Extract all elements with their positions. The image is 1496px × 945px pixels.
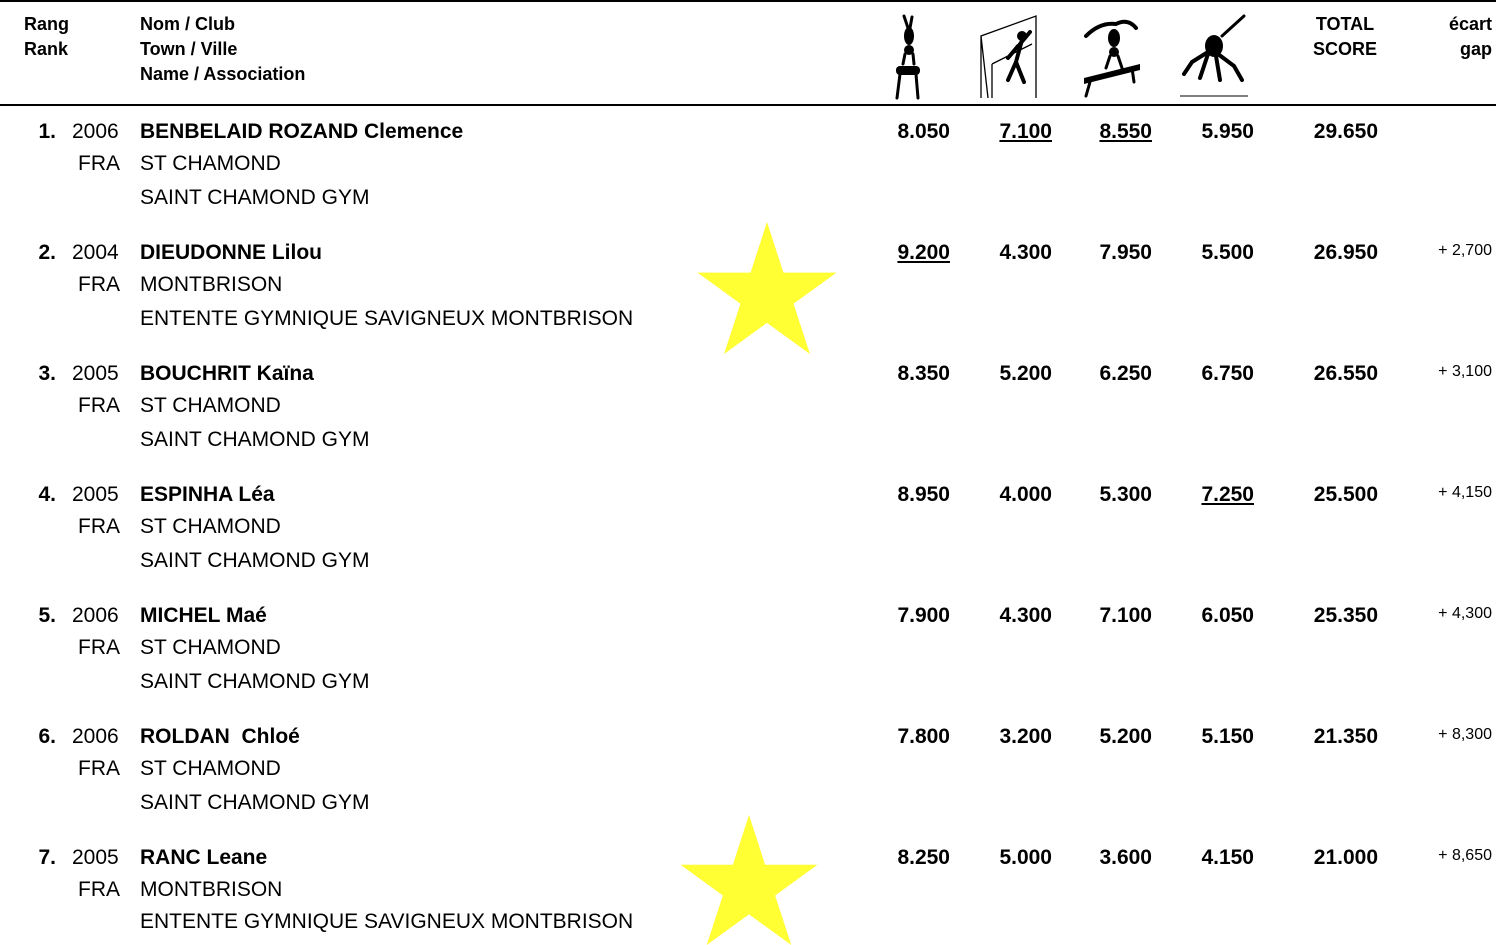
birth-year: 2005	[72, 362, 119, 385]
score-vault: 9.200	[897, 241, 950, 264]
gymnast-name: BOUCHRIT Kaïna	[140, 362, 314, 385]
club: SAINT CHAMOND GYM	[140, 670, 370, 693]
nationality: FRA	[78, 515, 120, 538]
table-row	[0, 600, 1496, 721]
town: ST CHAMOND	[140, 394, 281, 417]
club: ENTENTE GYMNIQUE SAVIGNEUX MONTBRISON	[140, 910, 634, 933]
score-beam: 5.300	[1099, 483, 1152, 506]
total-score: 25.500	[1313, 483, 1378, 506]
rank: 2.	[38, 241, 56, 264]
gymnast-name: RANC Leane	[140, 846, 268, 869]
header-name-line3: Name / Association	[140, 64, 306, 84]
score-vault: 8.250	[897, 846, 950, 869]
score-bars: 7.100	[999, 120, 1052, 143]
nationality: FRA	[78, 273, 120, 296]
star-icon	[678, 815, 820, 945]
town: MONTBRISON	[140, 273, 283, 296]
club: SAINT CHAMOND GYM	[140, 186, 370, 209]
star-icon	[696, 222, 838, 354]
header-total-line2: SCORE	[1312, 39, 1377, 59]
gap: + 8,650	[1438, 847, 1492, 864]
score-floor: 6.750	[1201, 362, 1254, 385]
header-gap-en: gap	[1459, 39, 1492, 59]
birth-year: 2006	[72, 120, 119, 143]
top-rule	[0, 0, 1496, 2]
gap: + 4,150	[1438, 484, 1492, 501]
header-rank-fr: Rang	[24, 14, 69, 34]
nationality: FRA	[78, 152, 120, 175]
birth-year: 2005	[72, 483, 119, 506]
score-beam: 7.100	[1099, 604, 1152, 627]
club: SAINT CHAMOND GYM	[140, 428, 370, 451]
club: SAINT CHAMOND GYM	[140, 791, 370, 814]
score-beam: 6.250	[1099, 362, 1152, 385]
total-score: 21.350	[1313, 725, 1378, 748]
score-bars: 4.300	[999, 241, 1052, 264]
score-floor: 5.150	[1201, 725, 1254, 748]
table-row	[0, 358, 1496, 479]
gymnast-name: MICHEL Maé	[140, 604, 267, 627]
rank: 1.	[38, 120, 56, 143]
score-bars: 4.000	[999, 483, 1052, 506]
score-vault: 8.950	[897, 483, 950, 506]
header-rank-en: Rank	[24, 39, 69, 59]
town: ST CHAMOND	[140, 515, 281, 538]
total-score: 29.650	[1313, 120, 1378, 143]
birth-year: 2004	[72, 241, 119, 264]
header-name-line2: Town / Ville	[140, 39, 238, 59]
score-beam: 5.200	[1099, 725, 1152, 748]
total-score: 26.550	[1313, 362, 1378, 385]
gymnast-name: ESPINHA Léa	[140, 483, 275, 506]
vault-icon	[890, 14, 926, 102]
total-score: 25.350	[1313, 604, 1378, 627]
floor-icon	[1178, 14, 1248, 98]
header-gap	[1400, 12, 1492, 62]
gymnast-name: BENBELAID ROZAND Clemence	[140, 120, 464, 143]
uneven-bars-icon	[978, 14, 1042, 100]
rank: 7.	[38, 846, 56, 869]
score-floor: 6.050	[1201, 604, 1254, 627]
table-row	[0, 479, 1496, 600]
score-vault: 7.800	[897, 725, 950, 748]
gap: + 2,700	[1438, 242, 1492, 259]
header-gap-fr: écart	[1448, 14, 1492, 34]
score-vault: 8.050	[897, 120, 950, 143]
header-total-line1: TOTAL	[1315, 14, 1375, 34]
gymnast-name: DIEUDONNE Lilou	[140, 241, 322, 264]
header-total-score	[1300, 12, 1390, 62]
nationality: FRA	[78, 757, 120, 780]
gap: + 4,300	[1438, 605, 1492, 622]
header-name	[140, 12, 305, 87]
score-beam: 3.600	[1099, 846, 1152, 869]
club: ENTENTE GYMNIQUE SAVIGNEUX MONTBRISON	[140, 307, 634, 330]
score-floor: 5.500	[1201, 241, 1254, 264]
total-score: 21.000	[1313, 846, 1378, 869]
birth-year: 2005	[72, 846, 119, 869]
town: ST CHAMOND	[140, 636, 281, 659]
score-vault: 8.350	[897, 362, 950, 385]
town: ST CHAMOND	[140, 152, 281, 175]
town: MONTBRISON	[140, 878, 283, 901]
beam-icon	[1076, 14, 1142, 98]
header-name-line1: Nom / Club	[140, 14, 235, 34]
score-vault: 7.900	[897, 604, 950, 627]
rank: 5.	[38, 604, 56, 627]
score-floor: 5.950	[1201, 120, 1254, 143]
club: SAINT CHAMOND GYM	[140, 549, 370, 572]
nationality: FRA	[78, 878, 120, 901]
nationality: FRA	[78, 394, 120, 417]
nationality: FRA	[78, 636, 120, 659]
rank: 4.	[38, 483, 56, 506]
rank: 3.	[38, 362, 56, 385]
table-row	[0, 116, 1496, 237]
town: ST CHAMOND	[140, 757, 281, 780]
score-bars: 5.200	[999, 362, 1052, 385]
score-bars: 3.200	[999, 725, 1052, 748]
birth-year: 2006	[72, 604, 119, 627]
gap: + 8,300	[1438, 726, 1492, 743]
score-floor: 4.150	[1201, 846, 1254, 869]
gymnast-name: ROLDAN Chloé	[140, 725, 300, 748]
score-beam: 8.550	[1099, 120, 1152, 143]
rank: 6.	[38, 725, 56, 748]
score-beam: 7.950	[1099, 241, 1152, 264]
gap: + 3,100	[1438, 363, 1492, 380]
score-floor: 7.250	[1201, 483, 1254, 506]
total-score: 26.950	[1313, 241, 1378, 264]
score-bars: 4.300	[999, 604, 1052, 627]
birth-year: 2006	[72, 725, 119, 748]
header-rule	[0, 104, 1496, 106]
score-bars: 5.000	[999, 846, 1052, 869]
header-rank	[24, 12, 69, 62]
